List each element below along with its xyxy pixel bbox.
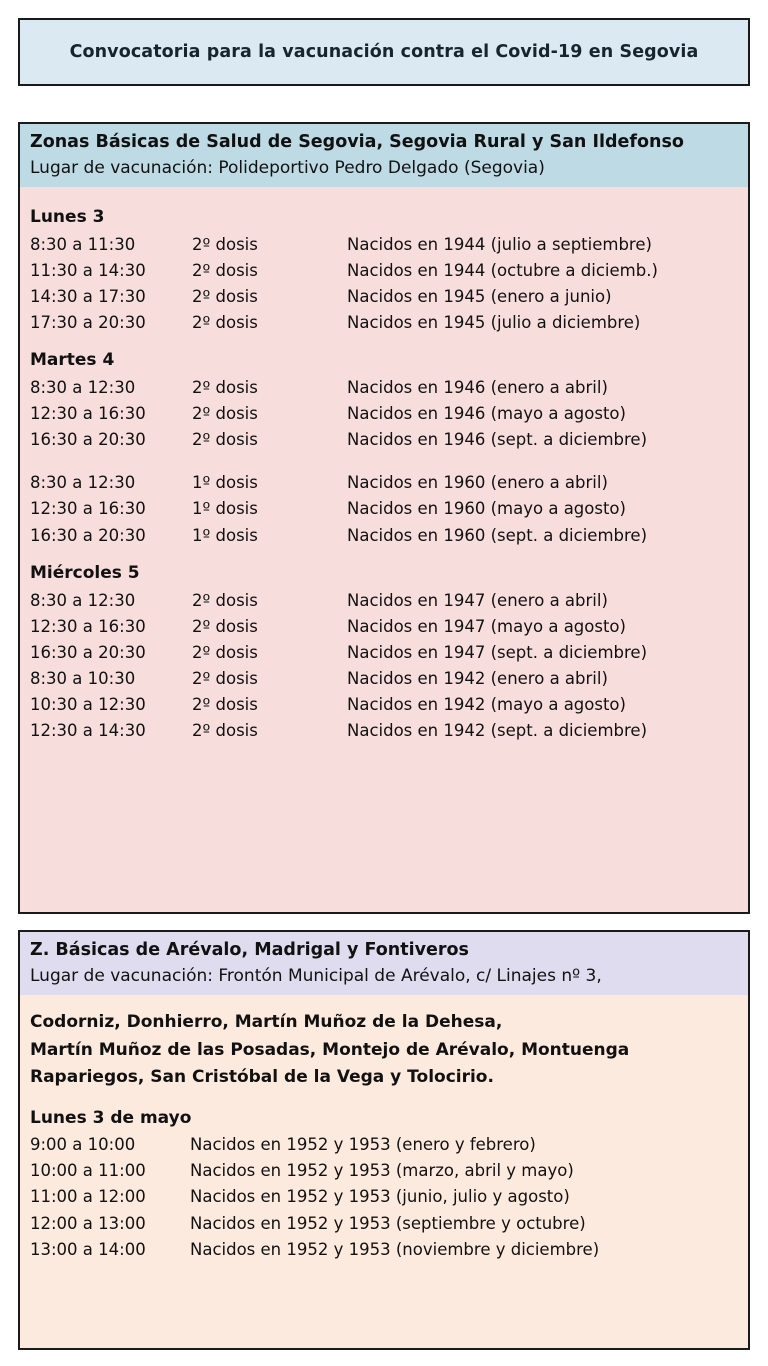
schedule-group-desc: Nacidos en 1942 (sept. a diciembre) [347, 720, 648, 740]
schedule-group-desc: Nacidos en 1947 (enero a abril) [347, 590, 608, 610]
schedule-dose: 2º dosis [192, 234, 258, 254]
schedule-group-desc: Nacidos en 1960 (sept. a diciembre) [347, 525, 648, 545]
schedule-row [30, 1132, 738, 1158]
schedule-group-desc: Nacidos en 1946 (sept. a diciembre) [347, 430, 648, 450]
schedule-row [30, 496, 738, 522]
schedule-dose: 2º dosis [192, 287, 258, 307]
schedule-group-desc: Nacidos en 1952 y 1953 (marzo, abril y mayo) [190, 1160, 574, 1180]
schedule-time: 8:30 a 10:30 [30, 668, 136, 688]
towns-line: Rapariegos, San Cristóbal de la Vega y Tolocirio. [30, 1067, 494, 1088]
schedule-group-desc: Nacidos en 1946 (enero a abril) [347, 378, 608, 398]
towns-line: Martín Muñoz de las Posadas, Montejo de Arévalo, Montuenga [30, 1039, 630, 1060]
schedule-time: 12:00 a 13:00 [30, 1213, 146, 1233]
schedule-group-desc: Nacidos en 1952 y 1953 (septiembre y octubre) [190, 1213, 586, 1233]
schedule-row [30, 666, 738, 692]
schedule-time: 13:00 a 14:00 [30, 1240, 146, 1260]
schedule-time: 9:00 a 10:00 [30, 1134, 136, 1154]
schedule-row [30, 310, 738, 336]
section-arevalo-heading: Z. Básicas de Arévalo, Madrigal y Fontiveros [30, 940, 469, 960]
schedule-row [30, 375, 738, 401]
schedule-dose: 2º dosis [192, 404, 258, 424]
schedule-group [30, 1132, 738, 1264]
schedule-dose: 2º dosis [192, 668, 258, 688]
schedule-dose: 2º dosis [192, 642, 258, 662]
section-segovia [18, 122, 750, 914]
schedule-group-desc: Nacidos en 1952 y 1953 (enero y febrero) [190, 1134, 536, 1154]
schedule-dose: 2º dosis [192, 313, 258, 333]
schedule-group-desc: Nacidos en 1942 (mayo a agosto) [347, 694, 626, 714]
schedule-row [30, 614, 738, 640]
section-segovia-heading: Zonas Básicas de Salud de Segovia, Segovia Rural y San Ildefonso [30, 132, 684, 152]
schedule-group-desc: Nacidos en 1944 (octubre a diciemb.) [347, 261, 658, 281]
section-arevalo [18, 930, 750, 1350]
schedule-row [30, 284, 738, 310]
section-segovia-header [20, 124, 748, 187]
schedule-row [30, 523, 738, 549]
day-heading: Lunes 3 [30, 206, 105, 227]
schedule-time: 16:30 a 20:30 [30, 525, 146, 545]
schedule-row [30, 258, 738, 284]
schedule-row [30, 588, 738, 614]
schedule-time: 8:30 a 11:30 [30, 234, 136, 254]
schedule-dose: 1º dosis [192, 473, 258, 493]
schedule-time: 11:00 a 12:00 [30, 1187, 146, 1207]
schedule-group-desc: Nacidos en 1952 y 1953 (junio, julio y agosto) [190, 1187, 570, 1207]
towns-line: Codorniz, Donhierro, Martín Muñoz de la Dehesa, [30, 1011, 503, 1032]
schedule-time: 17:30 a 20:30 [30, 313, 146, 333]
schedule-row [30, 692, 738, 718]
day-heading: Martes 4 [30, 350, 115, 371]
schedule-dose: 2º dosis [192, 616, 258, 636]
schedule-group-desc: Nacidos en 1952 y 1953 (noviembre y diciembre) [190, 1240, 600, 1260]
schedule-group-desc: Nacidos en 1960 (mayo a agosto) [347, 499, 626, 519]
section-arevalo-location: Lugar de vacunación: Frontón Municipal de Arévalo, c/ Linajes nº 3, [30, 965, 602, 986]
schedule-dose: 2º dosis [192, 590, 258, 610]
schedule-row [30, 640, 738, 666]
schedule-group [30, 588, 738, 744]
schedule-time: 16:30 a 20:30 [30, 642, 146, 662]
schedule-row [30, 1158, 738, 1184]
schedule-row [30, 1184, 738, 1210]
schedule-group-desc: Nacidos en 1945 (julio a diciembre) [347, 313, 641, 333]
schedule-row [30, 1211, 738, 1237]
schedule-dose: 2º dosis [192, 261, 258, 281]
schedule-time: 10:30 a 12:30 [30, 694, 146, 714]
schedule-group [30, 375, 738, 548]
schedule-dose: 2º dosis [192, 694, 258, 714]
schedule-row [30, 718, 738, 744]
schedule-time: 11:30 a 14:30 [30, 261, 146, 281]
schedule-row [30, 232, 738, 258]
page-title: Convocatoria para la vacunación contra el Covid-19 en Segovia [69, 42, 699, 62]
day-heading: Lunes 3 de mayo [30, 1107, 192, 1128]
schedule-dose: 2º dosis [192, 430, 258, 450]
towns-list [30, 1009, 738, 1092]
section-segovia-body [20, 187, 748, 744]
schedule-time: 12:30 a 16:30 [30, 616, 146, 636]
section-segovia-location: Lugar de vacunación: Polideportivo Pedro Delgado (Segovia) [30, 157, 545, 178]
schedule-group-desc: Nacidos en 1942 (enero a abril) [347, 668, 608, 688]
schedule-group-desc: Nacidos en 1945 (enero a junio) [347, 287, 612, 307]
day-heading: Miércoles 5 [30, 562, 140, 583]
schedule-group-desc: Nacidos en 1946 (mayo a agosto) [347, 404, 626, 424]
schedule-dose: 1º dosis [192, 525, 258, 545]
schedule-group-desc: Nacidos en 1944 (julio a septiembre) [347, 234, 652, 254]
schedule-group-desc: Nacidos en 1947 (sept. a diciembre) [347, 642, 648, 662]
schedule-time: 14:30 a 17:30 [30, 287, 146, 307]
schedule-dose: 2º dosis [192, 720, 258, 740]
schedule-dose: 1º dosis [192, 499, 258, 519]
schedule-time: 12:30 a 16:30 [30, 499, 146, 519]
schedule-time: 12:30 a 16:30 [30, 404, 146, 424]
schedule-spacer [30, 453, 738, 470]
section-arevalo-body [20, 995, 748, 1264]
schedule-row [30, 470, 738, 496]
schedule-group [30, 232, 738, 336]
schedule-time: 8:30 a 12:30 [30, 473, 136, 493]
schedule-time: 8:30 a 12:30 [30, 378, 136, 398]
schedule-row [30, 427, 738, 453]
section-arevalo-header [20, 932, 748, 995]
schedule-row [30, 401, 738, 427]
schedule-row [30, 1237, 738, 1263]
schedule-group-desc: Nacidos en 1947 (mayo a agosto) [347, 616, 626, 636]
schedule-time: 10:00 a 11:00 [30, 1160, 146, 1180]
title-banner [18, 18, 750, 86]
schedule-time: 12:30 a 14:30 [30, 720, 146, 740]
schedule-time: 8:30 a 12:30 [30, 590, 136, 610]
schedule-time: 16:30 a 20:30 [30, 430, 146, 450]
schedule-group-desc: Nacidos en 1960 (enero a abril) [347, 473, 608, 493]
schedule-dose: 2º dosis [192, 378, 258, 398]
